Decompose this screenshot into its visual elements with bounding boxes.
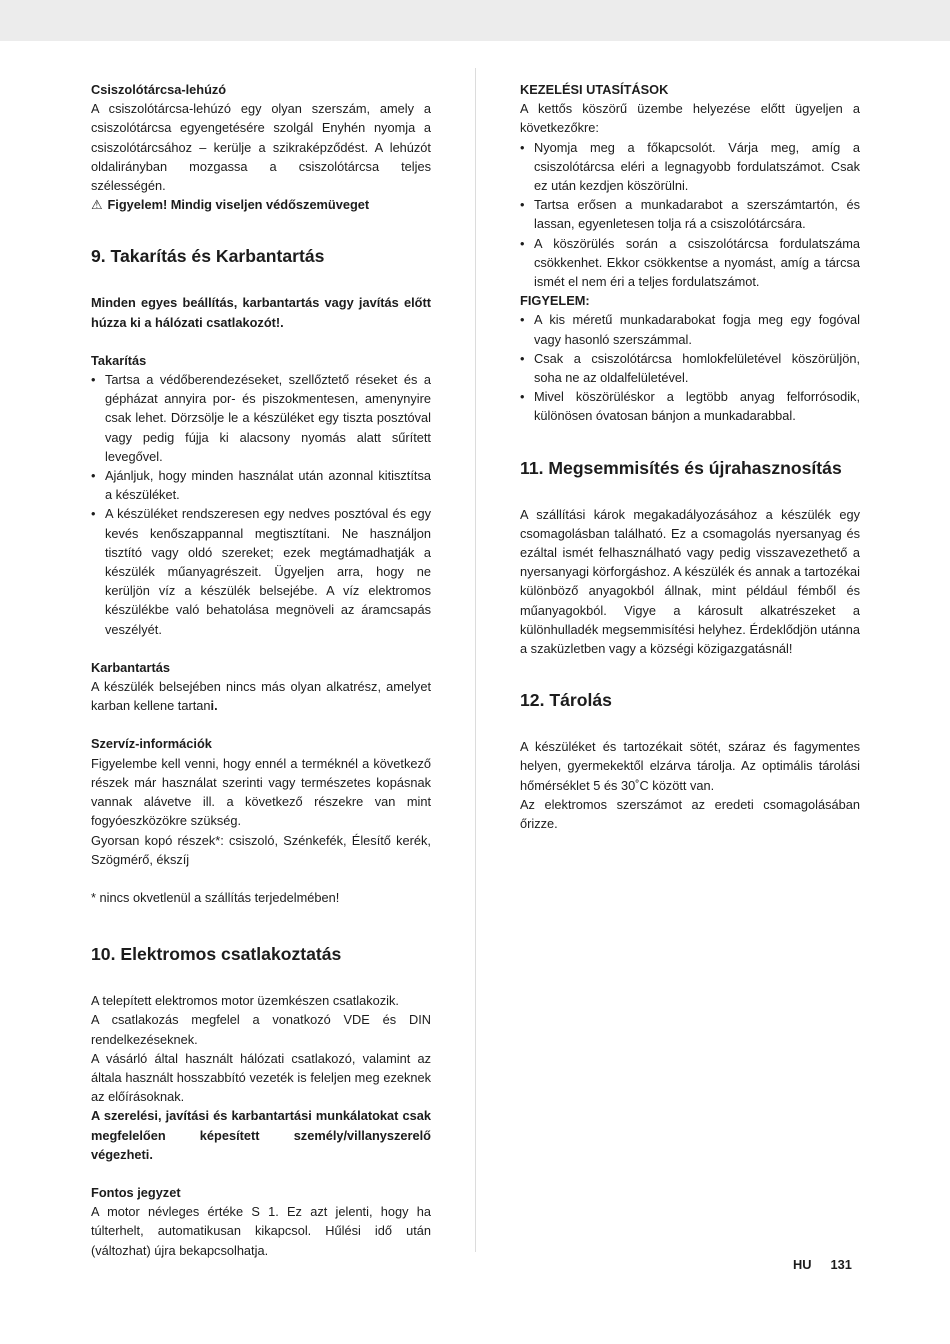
operating-heading: KEZELÉSI UTASÍTÁSOK bbox=[520, 82, 669, 97]
section-10-warning: A szerelési, javítási és karbantartási munkálatokat csak megfelelően képesített személy/villanyszerelő végezheti. bbox=[91, 1108, 431, 1162]
operating-item: • Nyomja meg a főkapcsolót. Várja meg, amíg a csiszolótárcsa eléri a legnagyobb fordulatszámot. Csak ez után kezdjen köszörülni. bbox=[520, 138, 860, 196]
service-text: Figyelembe kell venni, hogy ennél a terméknél a következő részek már használat szerinti vagy természetes kopásnak vannak alávetve ill. a következő részekre van mint fogyóeszközökre szükség. bbox=[91, 755, 431, 829]
operating-item: • A köszörülés során a csiszolótárcsa fordulatszáma csökkenhet. Ekkor csökkentse a nyomást, amíg a tárcsa ismét el nem éri a teljes fordulatszámot. bbox=[520, 234, 860, 292]
page-footer bbox=[793, 1257, 852, 1272]
attention-item: • A kis méretű munkadarabokat fogja meg egy fogóval vagy hasonló szerszámmal. bbox=[520, 310, 860, 348]
footnote: * nincs okvetlenül a szállítás terjedelmében! bbox=[91, 889, 340, 905]
section-12-title: 12. Tárolás bbox=[520, 690, 612, 711]
page-number: 131 bbox=[830, 1257, 852, 1272]
attention-item: • Mivel köszörüléskor a legtöbb anyag felforrósodik, különösen óvatosan bánjon a munkadarabbal. bbox=[520, 387, 860, 425]
note-text: A motor névleges értéke S 1. Ez azt jelenti, hogy ha túlterhelt, automatikusan kikapcsol. Hűlési idő után (változhat) újra bekapcsolhatja. bbox=[91, 1204, 431, 1258]
operating-list bbox=[520, 138, 860, 292]
right-column bbox=[520, 80, 860, 833]
sharpener-text: A csiszolótárcsa-lehúzó egy olyan szerszám, amely a csiszolótárcsa egyengetésére szolgál Enyhén nyomja a csiszolótárcsához – kerülje a szikraképződést. A lehúzót oldalirányban mozgassa a csiszolótárcsa teljes szélességén. bbox=[91, 101, 431, 194]
cleaning-item: • A készüléket rendszeresen egy nedves posztóval és egy kevés kenőszappannal megtisztítani. Ne használjon tisztító vagy oldó szereket; ezek megtámadhatják a készülék műanyagrészeit. Ügyeljen arra, hogy ne kerüljön víz a készülék belsejébe. A víz elektromos készülékbe való behatolása megnöveli az áramcsapás veszélyét. bbox=[91, 504, 431, 638]
section-11-title: 11. Megsemmisítés és újrahasznosítás bbox=[520, 457, 842, 478]
service-parts: Gyorsan kopó részek*: csiszoló, Szénkefék, Élesítő kerék, Szögmérő, ékszíj bbox=[91, 832, 431, 867]
section-12-p2: Az elektromos szerszámot az eredeti csomagolásában őrizze. bbox=[520, 796, 860, 832]
language-code: HU bbox=[793, 1257, 812, 1272]
section-11-text: A szállítási károk megakadályozásához a készülék egy csomagolásban található. Ez a csomagolás nyersanyag és ezáltal ismét felhasználható vagy pedig visszavezethető a nyersanyagi körforgáshoz. A készülék és annak a tartozékai különböző anyagokból állnak, mint például fémből és műanyagokból. Vigye a károsult alkatrészeket a különhulladék megsemmisítési helyhez. Érdeklődjön utánna a szaküzletben vagy a községi közigazgatásnál! bbox=[520, 506, 860, 657]
section-10-p2: A csatlakozás megfelel a vonatkozó VDE és DIN rendelkezéseknek. bbox=[91, 1012, 431, 1047]
section-10-p3: A vásárló által használt hálózati csatlakozó, valamint az általa használt hosszabbító vezeték is feleljen meg ezeknek az előírásoknak. bbox=[91, 1050, 431, 1105]
warning-text: Figyelem! Mindig viseljen védőszemüveget bbox=[107, 197, 370, 213]
attention-list bbox=[520, 310, 860, 425]
section-12-p1: A készüléket és tartozékait sötét, száraz és fagymentes helyen, gyermekektől elzárva tárolja. Az optimális tárolási hőmérséklet 5 és 30˚C között van. bbox=[520, 739, 860, 793]
operating-item: • Tartsa erősen a munkadarabot a szerszámtartón, és lassan, egyenletesen tolja rá a csiszolótárcsára. bbox=[520, 195, 860, 233]
attention-heading: FIGYELEM: bbox=[520, 293, 590, 309]
sharpener-heading: Csiszolótárcsa-lehúzó bbox=[91, 82, 227, 97]
cleaning-heading: Takarítás bbox=[91, 352, 147, 368]
cleaning-item: • Ajánljuk, hogy minden használat után azonnal kitisztítsa a készüléket. bbox=[91, 466, 431, 504]
top-margin-bar bbox=[0, 0, 950, 41]
column-divider bbox=[475, 68, 476, 1252]
operating-intro: A kettős köszörű üzembe helyezése előtt ügyeljen a következőkre: bbox=[520, 101, 860, 136]
maintenance-text-main: A készülék belsejében nincs más olyan alkatrész, amelyet karban kellene tartan bbox=[91, 679, 431, 714]
attention-item: • Csak a csiszolótárcsa homlokfelületével köszörüljön, soha ne az oldalfelületével. bbox=[520, 349, 860, 387]
note-heading: Fontos jegyzet bbox=[91, 1184, 181, 1200]
maintenance-text bbox=[91, 677, 431, 715]
warning-triangle-icon: ⚠ bbox=[91, 197, 103, 213]
warning-line bbox=[91, 195, 431, 214]
maintenance-heading: Karbantartás bbox=[91, 659, 170, 675]
section-10-title: 10. Elektromos csatlakoztatás bbox=[91, 944, 342, 965]
left-column bbox=[91, 80, 431, 1260]
maintenance-text-end: i. bbox=[210, 698, 218, 714]
section-10-p1: A telepített elektromos motor üzemkészen csatlakozik. bbox=[91, 993, 399, 1009]
cleaning-list bbox=[91, 370, 431, 639]
section-9-intro: Minden egyes beállítás, karbantartás vagy javítás előtt húzza ki a hálózati csatlakozót!. bbox=[91, 295, 431, 330]
service-heading: Szervíz-információk bbox=[91, 736, 212, 752]
section-9-title: 9. Takarítás és Karbantartás bbox=[91, 246, 325, 267]
cleaning-item: • Tartsa a védőberendezéseket, szellőztető réseket és a gépházat annyira por- és piszokmentesen, amenynyire csak lehet. Dörzsölje le a készüléket egy tiszta posztóval vagy pedig fújja ki alacsony nyomás alatt sűrített levegővel. bbox=[91, 370, 431, 466]
